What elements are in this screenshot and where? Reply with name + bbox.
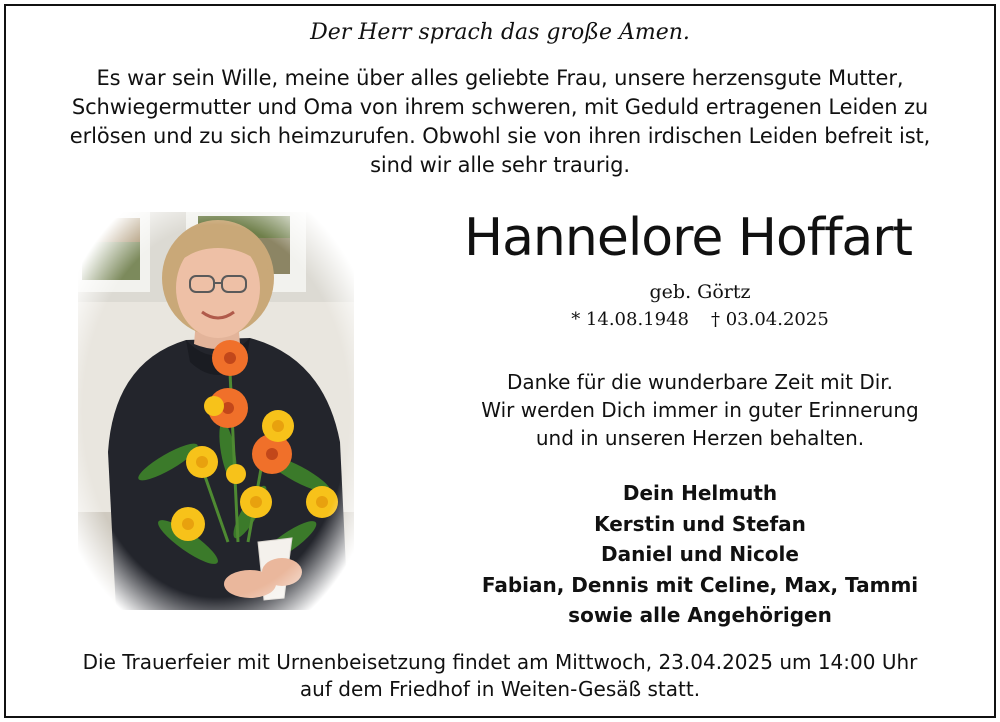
- mourners-list: [420, 478, 980, 631]
- funeral-info-line: Die Trauerfeier mit Urnenbeisetzung findet am Mittwoch, 23.04.2025 um 14:00 Uhr: [82, 650, 918, 674]
- mourner-line: Fabian, Dennis mit Celine, Max, Tammi: [481, 572, 919, 597]
- mourner-line: Dein Helmuth: [622, 481, 778, 505]
- funeral-info: [0, 649, 1000, 703]
- thanks-line: Danke für die wunderbare Zeit mit Dir.: [506, 370, 894, 394]
- thanks-paragraph: [400, 368, 1000, 452]
- mourner-line: Daniel und Nicole: [601, 542, 799, 566]
- funeral-info-line: auf dem Friedhof in Weiten-Gesäß statt.: [299, 677, 701, 701]
- life-dates: [550, 309, 850, 330]
- intro-line: sind wir alle sehr traurig.: [370, 153, 630, 177]
- motto-text: Der Herr sprach das große Amen.: [310, 20, 690, 45]
- deceased-name: Hannelore Hoffart: [463, 208, 913, 268]
- portrait-photo: [78, 212, 354, 610]
- mourner-line: Kerstin und Stefan: [594, 511, 806, 536]
- intro-line: Es war sein Wille, meine über alles geliebte Frau, unsere herzensgute Mutter,: [96, 66, 904, 90]
- birth-date: * 14.08.1948: [571, 309, 689, 330]
- intro-paragraph: [0, 64, 1000, 180]
- intro-line: erlösen und zu sich heimzurufen. Obwohl sie von ihren irdischen Leiden befreit ist,: [69, 124, 931, 148]
- thanks-line: und in unseren Herzen behalten.: [535, 426, 865, 450]
- birth-name: geb. Görtz: [649, 281, 751, 303]
- intro-line: Schwiegermutter und Oma von ihrem schweren, mit Geduld ertragenen Leiden zu: [71, 95, 929, 119]
- thanks-line: Wir werden Dich immer in guter Erinnerung: [481, 398, 919, 422]
- mourner-line: sowie alle Angehörigen: [568, 603, 832, 627]
- death-date: † 03.04.2025: [711, 309, 829, 330]
